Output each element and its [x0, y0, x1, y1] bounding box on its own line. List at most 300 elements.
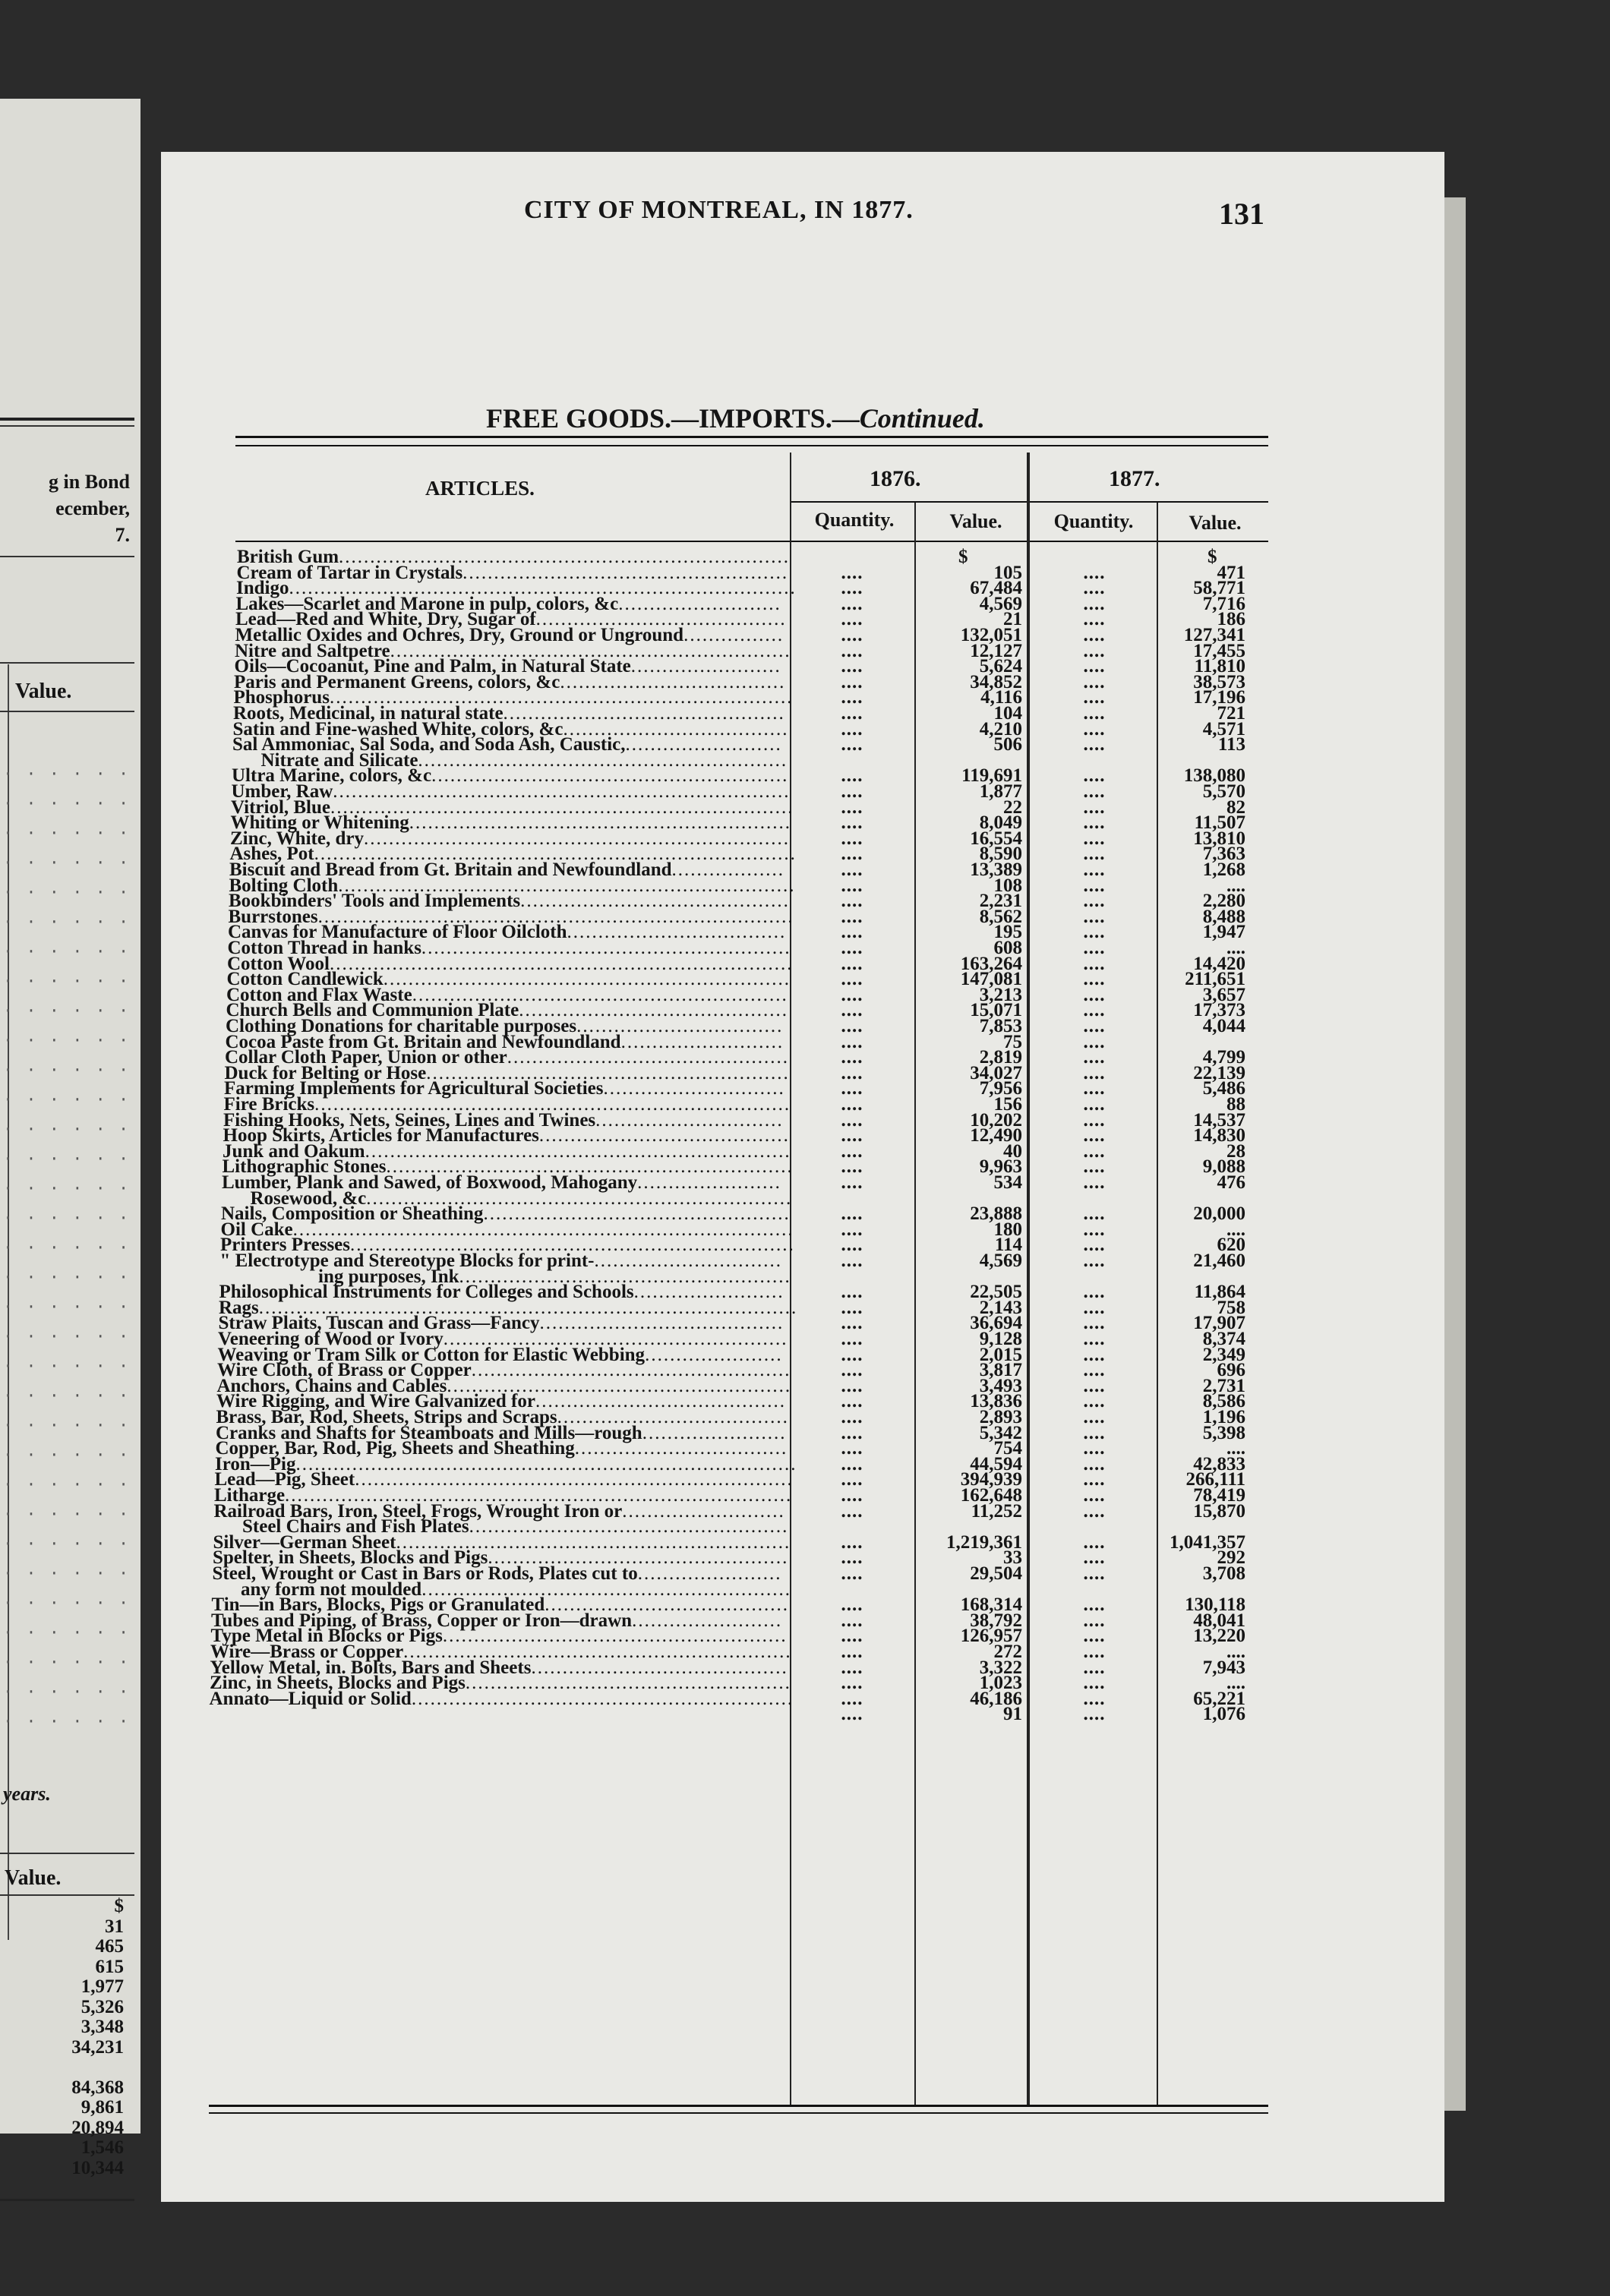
leader-dots: ......................	[645, 1344, 783, 1365]
quantity-1876: ....	[841, 1673, 863, 1694]
header-bottom-rule	[235, 541, 1268, 542]
left-page-value: 84,368	[71, 2077, 124, 2098]
leader-dots: ................................................................	[390, 640, 791, 661]
value-1877: 8,586	[1202, 1391, 1245, 1412]
value-1876: 3,213	[979, 984, 1022, 1005]
article-name: Clothing Donations for charitable purposes.................................	[226, 1016, 784, 1036]
value-1876: 156	[993, 1094, 1022, 1115]
value-1877: 113	[1217, 734, 1245, 755]
quantity-1876: ....	[841, 844, 863, 865]
leader-dots: ...........................................................	[418, 749, 788, 771]
value-1876: 33	[1003, 1547, 1022, 1569]
article-name: Cotton Candlewick.................................................................	[226, 969, 791, 990]
left-page-rule	[0, 2199, 134, 2201]
leader-dots: ..........................................................................	[330, 796, 794, 818]
quantity-1877: ....	[1083, 984, 1106, 1005]
article-name: Farming Implements for Agricultural Societies.............................	[224, 1078, 785, 1099]
left-page-value: 5,326	[80, 1996, 124, 2017]
leader-dots: .................................................................	[383, 969, 791, 990]
value-1876: 34,027	[970, 1062, 1022, 1083]
leader-dots: .................................................................................	[285, 1485, 793, 1506]
quantity-1877: ....	[1083, 1531, 1106, 1553]
value-1877: 14,420	[1193, 953, 1245, 974]
leader-dots: .......................................	[545, 1594, 789, 1616]
article-name: Silver—German Sheet...............................................................	[213, 1531, 791, 1553]
article-name: Steel, Wrought or Cast in Bars or Rods, Plates cut to.......................	[212, 1563, 782, 1584]
quantity-1876: ....	[841, 1094, 863, 1115]
left-page-rule	[0, 425, 134, 427]
leader-dots: ..............................	[594, 1250, 783, 1271]
page-header: CITY OF MONTREAL, IN 1877.	[524, 196, 914, 224]
value-1876: 168,314	[960, 1594, 1022, 1616]
leader-dots: ........................................	[538, 1125, 790, 1146]
value-1876: 22,505	[970, 1282, 1022, 1303]
value-1876: 9,128	[979, 1329, 1022, 1349]
value-header-1877: Value.	[1189, 512, 1242, 534]
quantity-1876: ....	[841, 938, 863, 958]
quantity-1877: ....	[1083, 593, 1106, 614]
article-name: Bolting Cloth.........................................................................	[229, 875, 796, 896]
quantity-1877: ....	[1083, 844, 1106, 865]
quantity-1876: ....	[841, 562, 863, 583]
value-1876: 534	[993, 1172, 1022, 1193]
article-name: Whiting or Whitening.............................................................	[230, 812, 791, 834]
leader-dots: .........................................................................	[333, 781, 791, 802]
quantity-1877: ....	[1083, 1626, 1106, 1647]
quantity-1876: ....	[841, 1219, 863, 1240]
left-page-value-heading: Value.	[5, 1866, 62, 1890]
quantity-1876: ....	[841, 1375, 863, 1396]
leader-dots: ....................................................	[462, 562, 789, 583]
left-page-value: 10,344	[71, 2157, 124, 2178]
leader-dots: ........................	[632, 1610, 783, 1631]
quantity-1876: ....	[841, 1282, 863, 1303]
value-1877: 13,220	[1193, 1626, 1245, 1647]
quantity-1877: ....	[1083, 1172, 1106, 1193]
article-name: Church Bells and Communion Plate...........................................	[226, 1000, 788, 1021]
quantity-1876: ....	[841, 1563, 863, 1584]
leader-dots: ................................................	[488, 1547, 789, 1569]
leader-dots: ........................	[630, 656, 781, 677]
articles-header: ARTICLES.	[425, 477, 535, 500]
value-1876: 40	[1003, 1140, 1022, 1162]
leader-dots: ....................................	[560, 671, 786, 692]
value-1877: 8,374	[1202, 1329, 1245, 1349]
article-name: Umber, Raw.........................................................................	[231, 781, 791, 802]
quantity-1876: ....	[841, 1594, 863, 1616]
article-name: Ashes, Pot.............................................................................	[229, 844, 797, 865]
quantity-1877: ....	[1083, 578, 1106, 599]
article-name: Iron—Pig................................................................................	[215, 1453, 797, 1474]
quantity-1876: ....	[841, 1688, 863, 1709]
article-name: Indigo.................................................................................	[236, 578, 797, 599]
value-1877: 11,507	[1194, 812, 1245, 834]
article-name: Zinc, White, dry....................................................................	[230, 828, 790, 849]
value-1877: 127,341	[1183, 625, 1245, 645]
leader-dots: ............................................................................	[314, 1094, 791, 1115]
value-1877: 7,363	[1202, 844, 1245, 865]
leader-dots: ................................................................................	[292, 1219, 794, 1240]
quantity-1877: ....	[1083, 1109, 1106, 1131]
value-1876: 7,853	[979, 1016, 1022, 1036]
article-name: Printers Presses.......................................................................	[220, 1235, 795, 1256]
value-1876: 75	[1003, 1031, 1022, 1052]
value-1877: 1,076	[1202, 1704, 1245, 1725]
leader-dots: .............................................................	[409, 812, 791, 834]
value-1876: 163,264	[960, 953, 1022, 974]
quantity-1876: ....	[841, 1531, 863, 1553]
quantity-1876: ....	[841, 1547, 863, 1569]
quantity-1877: ....	[1083, 718, 1106, 740]
value-1877: 48,041	[1193, 1610, 1245, 1631]
quantity-1877: ....	[1083, 1235, 1106, 1256]
value-1877: 38,573	[1193, 671, 1245, 692]
leader-dots: .......................	[642, 1422, 787, 1443]
quantity-1877: ....	[1083, 1673, 1106, 1694]
left-page-value: 31	[105, 1916, 124, 1937]
article-name: Lumber, Plank and Sawed, of Boxwood, Mahogany.......................	[222, 1172, 781, 1193]
value-1877: 476	[1217, 1172, 1245, 1193]
article-name: Philosophical Instruments for Colleges and Schools........................	[219, 1282, 784, 1303]
quantity-1877: ....	[1083, 1000, 1106, 1021]
quantity-1876: ....	[841, 1453, 863, 1474]
left-page-rule	[0, 711, 134, 712]
leader-dots: .........................	[625, 734, 782, 755]
left-page-values	[71, 1897, 124, 2178]
article-name: Cotton and Flax Waste............................................................	[226, 984, 788, 1005]
value-1877: ....	[1226, 938, 1245, 958]
leader-dots: ....................................	[563, 718, 789, 740]
article-name: Rags......................................................................................	[219, 1297, 798, 1318]
value-1876: 13,836	[970, 1391, 1022, 1412]
quantity-1877: ....	[1083, 1297, 1106, 1318]
quantity-1877: ....	[1083, 1610, 1106, 1631]
leader-dots: ...........................................................	[421, 938, 791, 958]
quantity-1877: ....	[1083, 656, 1106, 677]
value-1876: 10,202	[970, 1109, 1022, 1131]
value-1876: 114	[994, 1235, 1022, 1256]
value-1876: 2,143	[979, 1297, 1022, 1318]
quantity-1877: ....	[1083, 1219, 1106, 1240]
value-1877: 78,419	[1193, 1485, 1245, 1506]
article-name: Wire—Brass or Copper..............................................................	[210, 1642, 792, 1662]
article-name: Lead—Red and White, Dry, Sugar of........................................	[235, 609, 787, 630]
article-name: British Gum........................................................................	[237, 547, 791, 567]
value-1877: 4,044	[1202, 1016, 1245, 1036]
value-1876: 506	[993, 734, 1022, 755]
quantity-1876: ....	[841, 593, 863, 614]
leader-dots: ..........................................................	[426, 1062, 790, 1083]
value-1876: 7,956	[979, 1078, 1022, 1099]
left-page-value	[71, 2058, 124, 2078]
value-1876: 180	[993, 1219, 1022, 1240]
article-name: Sal Ammoniac, Sal Soda, and Soda Ash, Caustic,.........................	[232, 734, 782, 755]
value-1877: 11,864	[1194, 1282, 1245, 1303]
quantity-1876: ....	[841, 1031, 863, 1052]
value-1876: 9,963	[979, 1156, 1022, 1178]
previous-page-strip	[0, 99, 140, 2178]
leader-dots: ......................................................................	[355, 1469, 794, 1490]
article-name: Nails, Composition or Sheathing.................................................	[221, 1203, 791, 1225]
value-1876: 8,562	[979, 906, 1022, 927]
value-1876: 105	[993, 562, 1022, 583]
value-1877: 5,398	[1202, 1422, 1245, 1443]
quantity-1876: ....	[841, 1657, 863, 1678]
quantity-1877: ....	[1083, 859, 1106, 880]
value-1877: 4,799	[1202, 1047, 1245, 1068]
quantity-1876: ....	[841, 1297, 863, 1318]
quantity-1876: ....	[841, 765, 863, 787]
value-1877: 2,349	[1202, 1344, 1245, 1365]
quantity-1876: ....	[841, 671, 863, 692]
leader-dots: .................................................	[483, 1203, 791, 1225]
article-name: Tin—in Bars, Blocks, Pigs or Granulated.......................................	[211, 1594, 789, 1616]
value-1876: 67,484	[970, 578, 1022, 599]
value-1877: 696	[1217, 1360, 1245, 1381]
left-page-rule	[0, 418, 134, 421]
value-1877: 138,080	[1183, 765, 1245, 787]
article-name: Lithographic Stones.................................................................	[222, 1156, 794, 1178]
value-1876: 4,210	[979, 718, 1022, 740]
article-name: Biscuit and Bread from Gt. Britain and Newfoundland..................	[229, 859, 785, 880]
quantity-1877: ....	[1083, 671, 1106, 692]
leader-dots: .....................................	[557, 1407, 789, 1427]
value-1876: 1,219,361	[946, 1531, 1022, 1553]
quantity-1877: ....	[1083, 891, 1106, 912]
quantity-1876: ....	[841, 1704, 863, 1725]
quantity-1876: ....	[841, 1391, 863, 1412]
value-1877: ....	[1226, 1673, 1245, 1694]
leader-dots: .......................................	[539, 1313, 784, 1334]
value-1877: 28	[1226, 1140, 1245, 1162]
article-name: Hoop Skirts, Articles for Manufactures........................................	[223, 1125, 790, 1146]
leader-dots: ..........................................................................	[329, 953, 794, 974]
value-1876: 13,389	[970, 859, 1022, 880]
value-1876: 34,852	[970, 671, 1022, 692]
leader-dots: .....................................................	[459, 1266, 791, 1287]
value-1876: 132,051	[960, 625, 1022, 645]
leader-dots: ...................................................	[471, 1360, 791, 1381]
leader-dots: .......................	[637, 1172, 781, 1193]
quantity-1876: ....	[841, 922, 863, 943]
leader-dots: ........................................	[535, 609, 787, 630]
leader-dots: ..............................................................	[403, 1642, 792, 1662]
leader-dots: ........................................................................	[339, 547, 791, 567]
left-page-rule	[0, 1853, 134, 1854]
leader-dots: ...............................................................	[396, 1531, 791, 1553]
quantity-1877: ....	[1083, 1094, 1106, 1115]
quantity-1876: ....	[841, 1125, 863, 1146]
quantity-1877: ....	[1083, 1313, 1106, 1334]
leader-dots: ....................................................................	[363, 828, 790, 849]
quantity-1877: ....	[1083, 1657, 1106, 1678]
article-name: Metallic Oxides and Ochres, Dry, Ground or Unground................	[235, 625, 784, 645]
year-1877-header: 1877.	[1109, 466, 1160, 491]
value-1876: 1,877	[979, 781, 1022, 802]
leader-dots: ...................................	[567, 922, 787, 943]
value-1877: ....	[1226, 1219, 1245, 1240]
quantity-1877: ....	[1083, 562, 1106, 583]
value-1876: 162,648	[960, 1485, 1022, 1506]
value-1876: 119,691	[961, 765, 1022, 787]
quantity-1876: ....	[841, 1329, 863, 1349]
value-1876: 5,342	[979, 1422, 1022, 1443]
value-1877: ....	[1226, 875, 1245, 896]
value-1876: 272	[993, 1642, 1022, 1662]
leader-dots: .................................................................	[386, 1156, 794, 1178]
quantity-1877: ....	[1083, 969, 1106, 990]
value-1876: 2,819	[979, 1047, 1022, 1068]
quantity-1877: ....	[1083, 1547, 1106, 1569]
quantity-1877: ....	[1083, 1250, 1106, 1271]
quantity-1876: ....	[841, 891, 863, 912]
quantity-1876: ....	[841, 1203, 863, 1225]
leader-dots: ................	[683, 625, 784, 645]
leader-dots: .............................................	[507, 1047, 790, 1068]
quantity-1876: ....	[841, 796, 863, 818]
article-name: Ultra Marine, colors, &c.........................................................	[232, 765, 789, 787]
article-name: Collar Cloth Paper, Union or other.............................................	[225, 1047, 790, 1068]
quantity-1876: ....	[841, 969, 863, 990]
article-name: Cocoa Paste from Gt. Britain and Newfoundland..........................	[225, 1031, 784, 1052]
value-1877: 292	[1217, 1547, 1245, 1569]
article-name: Satin and Fine-washed White, colors, &c....................................	[232, 718, 789, 740]
value-1876: 608	[993, 938, 1022, 958]
value-1876: 1,023	[979, 1673, 1022, 1694]
article-name: Spelter, in Sheets, Blocks and Pigs................................................	[213, 1547, 789, 1569]
article-name: Rosewood, &c....................................................................	[250, 1187, 793, 1209]
value-1877: 5,570	[1202, 781, 1245, 802]
table-bottom-rule	[209, 2105, 1268, 2107]
quantity-1877: ....	[1083, 812, 1106, 834]
quantity-1876: ....	[841, 1172, 863, 1193]
left-page-value: 615	[95, 1956, 124, 1977]
quantity-1876: ....	[841, 703, 863, 724]
leader-dots: .........................................................................	[338, 875, 796, 896]
value-1877: 11,810	[1194, 656, 1245, 677]
value-1877: 7,943	[1202, 1657, 1245, 1678]
article-name: Tubes and Piping, of Brass, Copper or Iron—drawn........................	[211, 1610, 783, 1631]
quantity-1877: ....	[1083, 906, 1106, 927]
article-name: Bookbinders' Tools and Implements...........................................	[229, 891, 790, 912]
value-1876: 22	[1003, 796, 1022, 818]
article-name: ing purposes, Ink.....................................................	[318, 1266, 791, 1287]
value-1877: 14,830	[1193, 1125, 1245, 1146]
value-1877: 15,870	[1193, 1500, 1245, 1522]
quantity-1877: ....	[1083, 938, 1106, 958]
article-name: Paris and Permanent Greens, colors, &c....................................	[234, 671, 786, 692]
leader-dots: ......................................................................................	[258, 1297, 798, 1318]
value-1877: 620	[1217, 1235, 1245, 1256]
value-1877: 7,716	[1202, 593, 1245, 614]
value-1877: 88	[1226, 1094, 1245, 1115]
page-edge	[1444, 197, 1466, 2111]
quantity-1876: ....	[841, 1407, 863, 1427]
quantity-1876: ....	[841, 828, 863, 849]
quantity-1876: ....	[841, 1109, 863, 1131]
left-page-rule	[0, 556, 134, 557]
left-page-value: 1,546	[80, 2137, 124, 2158]
quantity-1876: ....	[841, 656, 863, 677]
value-1877: 1,196	[1202, 1407, 1245, 1427]
value-1877: 130,118	[1185, 1594, 1245, 1616]
leader-dots: .......................................................	[443, 1329, 788, 1349]
leader-dots: .......................................................	[442, 1626, 788, 1647]
value-1876: 8,590	[979, 844, 1022, 865]
leader-dots: .........................................	[531, 1657, 788, 1678]
dollar-sign-1877: $	[1208, 547, 1217, 567]
value-1876: 3,817	[979, 1360, 1022, 1381]
quantity-1876: ....	[841, 1626, 863, 1647]
value-1876: 2,015	[979, 1344, 1022, 1365]
quantity-1876: ....	[841, 1000, 863, 1021]
value-1877: 65,221	[1193, 1688, 1245, 1709]
leader-dots: ....................................................................	[366, 1187, 793, 1209]
article-name: any form not moulded...........................................................	[241, 1578, 791, 1600]
quantity-1876: ....	[841, 1360, 863, 1381]
quantity-1876: ....	[841, 1156, 863, 1178]
value-1876: 147,081	[960, 969, 1022, 990]
leader-dots: .......................................................	[447, 1375, 792, 1396]
quantity-1876: ....	[841, 609, 863, 630]
section-title-text: FREE GOODS.—IMPORTS.—	[486, 403, 860, 434]
quantity-1877: ....	[1083, 1282, 1106, 1303]
value-header-1876: Value.	[949, 510, 1002, 532]
value-1877: 2,280	[1202, 891, 1245, 912]
leader-dots: ..........................	[622, 1500, 785, 1522]
leader-dots: ..........................	[618, 593, 781, 614]
leader-dots: ...........................................	[519, 1000, 788, 1021]
value-1877: 1,268	[1202, 859, 1245, 880]
quantity-1876: ....	[841, 1469, 863, 1490]
article-name: Fishing Hooks, Nets, Seines, Lines and Twines..............................	[223, 1109, 784, 1131]
quantity-1876: ....	[841, 1016, 863, 1036]
value-1876: 23,888	[970, 1203, 1022, 1225]
value-1876: 91	[1003, 1704, 1022, 1725]
article-name: Brass, Bar, Rod, Sheets, Strips and Scraps.....................................	[216, 1407, 789, 1427]
article-name: Roots, Medicinal, in natural state.............................................	[233, 703, 785, 724]
quantity-1877: ....	[1083, 765, 1106, 787]
quantity-1876: ....	[841, 906, 863, 927]
value-1876: 21	[1003, 609, 1022, 630]
article-name: Straw Plaits, Tuscan and Grass—Fancy.......................................	[218, 1313, 784, 1334]
value-1877: ....	[1226, 1438, 1245, 1459]
quantity-1877: ....	[1083, 703, 1106, 724]
quantity-1877: ....	[1083, 687, 1106, 708]
value-1877: ....	[1226, 1642, 1245, 1662]
left-page-value: 465	[95, 1936, 124, 1957]
section-title	[486, 402, 985, 434]
quantity-1876: ....	[841, 1235, 863, 1256]
quantity-1877: ....	[1083, 1407, 1106, 1427]
leader-dots: .................................................................................	[289, 578, 797, 599]
left-page-heading: ecember,	[55, 497, 130, 519]
leader-dots: ..........................................................................	[329, 687, 794, 708]
value-1877: 17,455	[1193, 640, 1245, 661]
section-title-suffix: Continued.	[859, 403, 985, 434]
left-page-value: 20,894	[71, 2117, 124, 2138]
article-name: Oil Cake................................................................................	[220, 1219, 794, 1240]
quantity-1877: ....	[1083, 953, 1106, 974]
quantity-1876: ....	[841, 1485, 863, 1506]
quantity-1877: ....	[1083, 1329, 1106, 1349]
quantity-1877: ....	[1083, 1062, 1106, 1083]
leader-dots: .............................................................	[411, 1688, 794, 1709]
article-name: Phosphorus..........................................................................	[233, 687, 794, 708]
article-name: Burrstones............................................................................	[228, 906, 794, 927]
left-page-value: 9,861	[80, 2097, 124, 2118]
quantity-1876: ....	[841, 1062, 863, 1083]
